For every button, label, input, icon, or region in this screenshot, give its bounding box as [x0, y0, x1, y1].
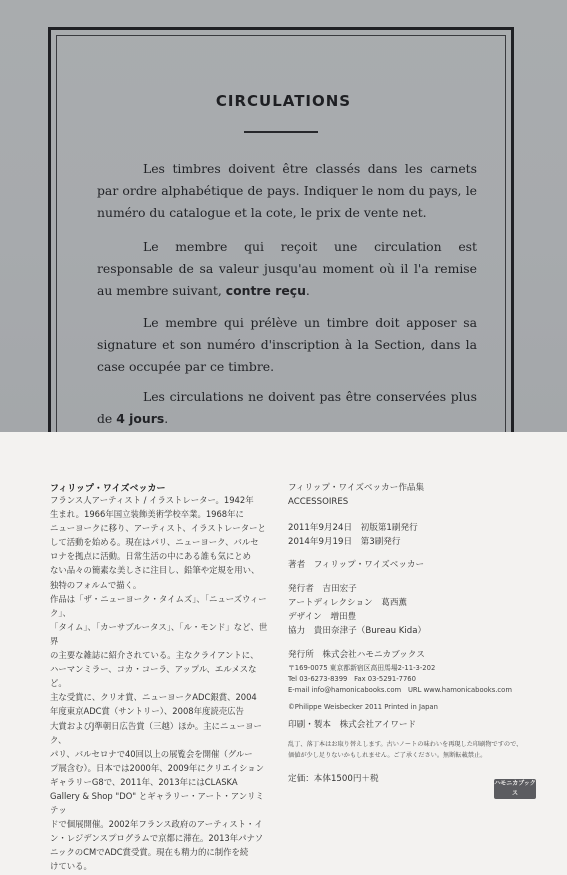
title-underline — [244, 131, 318, 133]
bio-line: プ展含む）。日本では2000年、2009年にクリエイション — [50, 762, 264, 773]
publisher-contact: E-mail info@hamonicabooks.com URL www.hamonicabooks.com — [288, 686, 512, 694]
bio-line: ハーマンミラー、コカ・コーラ、アップル、エルメスなど。 — [50, 664, 257, 689]
paragraph-2-text: Le membre qui reçoit une circulation est responsable de sa valeur jusqu'au moment où il l'a remise au membre suivant, — [97, 239, 477, 298]
bio-line: ない品々の簡素な美しさに注目し、鉛筆や定規を用い、 — [50, 565, 260, 576]
copyright-line: ©Philippe Weisbecker 2011 Printed in Japan — [288, 703, 438, 711]
bio-line: 大賞およびJ準朝日広告賞（三越）ほか。主にニューヨーク、 — [50, 720, 262, 745]
bio-line: 独特のフォルムで描く。 — [50, 579, 142, 590]
paragraph-2-end: . — [305, 283, 310, 298]
publisher-logo — [494, 779, 536, 799]
bio-line: フランス人アーティスト / イラストレーター。1942年 — [50, 495, 254, 505]
book-title-en: ACCESSOIRES — [288, 497, 349, 507]
bio-line: ニックのCMでADC賞受賞。現在も精力的に制作を続 — [50, 847, 249, 858]
printing-credit: 印刷・製本 株式会社アイワード — [288, 720, 417, 730]
bio-line: 作品は「ザ・ニューヨーク・タイムズ」、「ニューズウィーク」、 — [50, 593, 267, 618]
bio-line: ギャラリーG8で、2011年、2013年にはCLASKA — [50, 776, 238, 787]
cooperation-credit: 協力 貴田奈津子（Bureau Kida） — [288, 626, 427, 636]
cover-image-area — [0, 0, 567, 432]
paragraph-4-text: Les circulations ne doivent pas être conservées plus de — [97, 389, 477, 426]
publisher: 発行所 株式会社ハモニカブックス — [288, 650, 425, 660]
bio-line: 「タイム」、「カーサブルータス」、「ル・モンド」など、世界 — [50, 621, 268, 646]
note-line-1: 乱丁、落丁本はお取り替えします。古いノートの味わいを再現した印刷物ですので、 — [288, 741, 523, 748]
author-credit: 著者 フィリップ・ワイズベッカー — [288, 560, 425, 570]
design-credit: デザイン 増田豊 — [288, 612, 357, 622]
bio-line: けている。 — [50, 861, 92, 872]
bio-line: ン・レジデンスプログラムで京都に滞在。2013年パナソ — [50, 833, 264, 844]
paragraph-4-bold: 4 jours — [116, 411, 165, 426]
paragraph-1 — [97, 158, 477, 224]
art-direction-credit: アートディレクション 葛西薫 — [288, 598, 408, 608]
bio-name: フィリップ・ワイズベッカー — [50, 484, 166, 494]
paragraph-4 — [97, 386, 477, 430]
bio-line: 生まれ。1966年国立装飾美術学校卒業。1968年に — [50, 509, 244, 520]
bio-body — [50, 493, 270, 874]
bio-line: Gallery & Shop "DO" とギャラリー・アート・アンリミテッ — [50, 790, 264, 816]
print-date-1: 2011年9月24日 初版第1刷発行 — [288, 523, 418, 533]
publisher-logo-text: ハモニカブックス — [494, 780, 536, 797]
bio-line: して活動を始める。現在はパリ、ニューヨーク、バルセ — [50, 537, 259, 548]
price: 定価：本体1500円＋税 — [288, 774, 379, 784]
publisher-address: 〒169-0075 東京都新宿区高田馬場2-11-3-202 — [288, 664, 436, 672]
print-date-2: 2014年9月19日 第3刷発行 — [288, 537, 401, 547]
paragraph-2-bold: contre reçu — [225, 283, 306, 298]
bio-line: の主要な雑誌に紹介されている。主なクライアントに、 — [50, 650, 259, 661]
bio-line: ニューヨークに移り、アーティスト、イラストレーターと — [50, 523, 266, 534]
paragraph-3-text: Le membre qui prélève un timbre doit apposer sa signature et son numéro d'inscription à la Section, dans la case occupée par ce timbre. — [97, 315, 477, 374]
paragraph-4-end: . — [164, 411, 169, 426]
paragraph-1-text: Les timbres doivent être classés dans les carnets par ordre alphabétique de pays. Indiquer le nom du pays, le numéro du catalogue et la cote, le prix de vente net. — [97, 161, 477, 220]
bio-line: ロナを拠点に活動。日常生活の中にある誰も気にとめ — [50, 551, 251, 562]
bio-line: パリ、バルセロナで40回以上の展覧会を開催（グルー — [50, 748, 253, 759]
publisher-person: 発行者 吉田宏子 — [288, 584, 357, 594]
bio-line: 主な受賞に、クリオ賞、ニューヨークADC銀賞、2004 — [50, 692, 257, 703]
note-line-2: 価値が少し足りないかもしれません。ご了承ください。無断転載禁止。 — [288, 752, 487, 759]
paragraph-2 — [97, 236, 477, 302]
bio-line: 年度東京ADC賞（サントリー）、2008年度読売広告 — [50, 706, 244, 717]
paragraph-3 — [97, 312, 477, 378]
bio-line: ドで個展開催。2002年フランス政府のアーティスト・イ — [50, 819, 263, 830]
cover-title: CIRCULATIONS — [215, 92, 352, 110]
book-title-ja: フィリップ・ワイズベッカー作品集 — [288, 483, 425, 493]
publisher-phone: Tel 03-6273-8399 Fax 03-5291-7760 — [288, 675, 416, 683]
